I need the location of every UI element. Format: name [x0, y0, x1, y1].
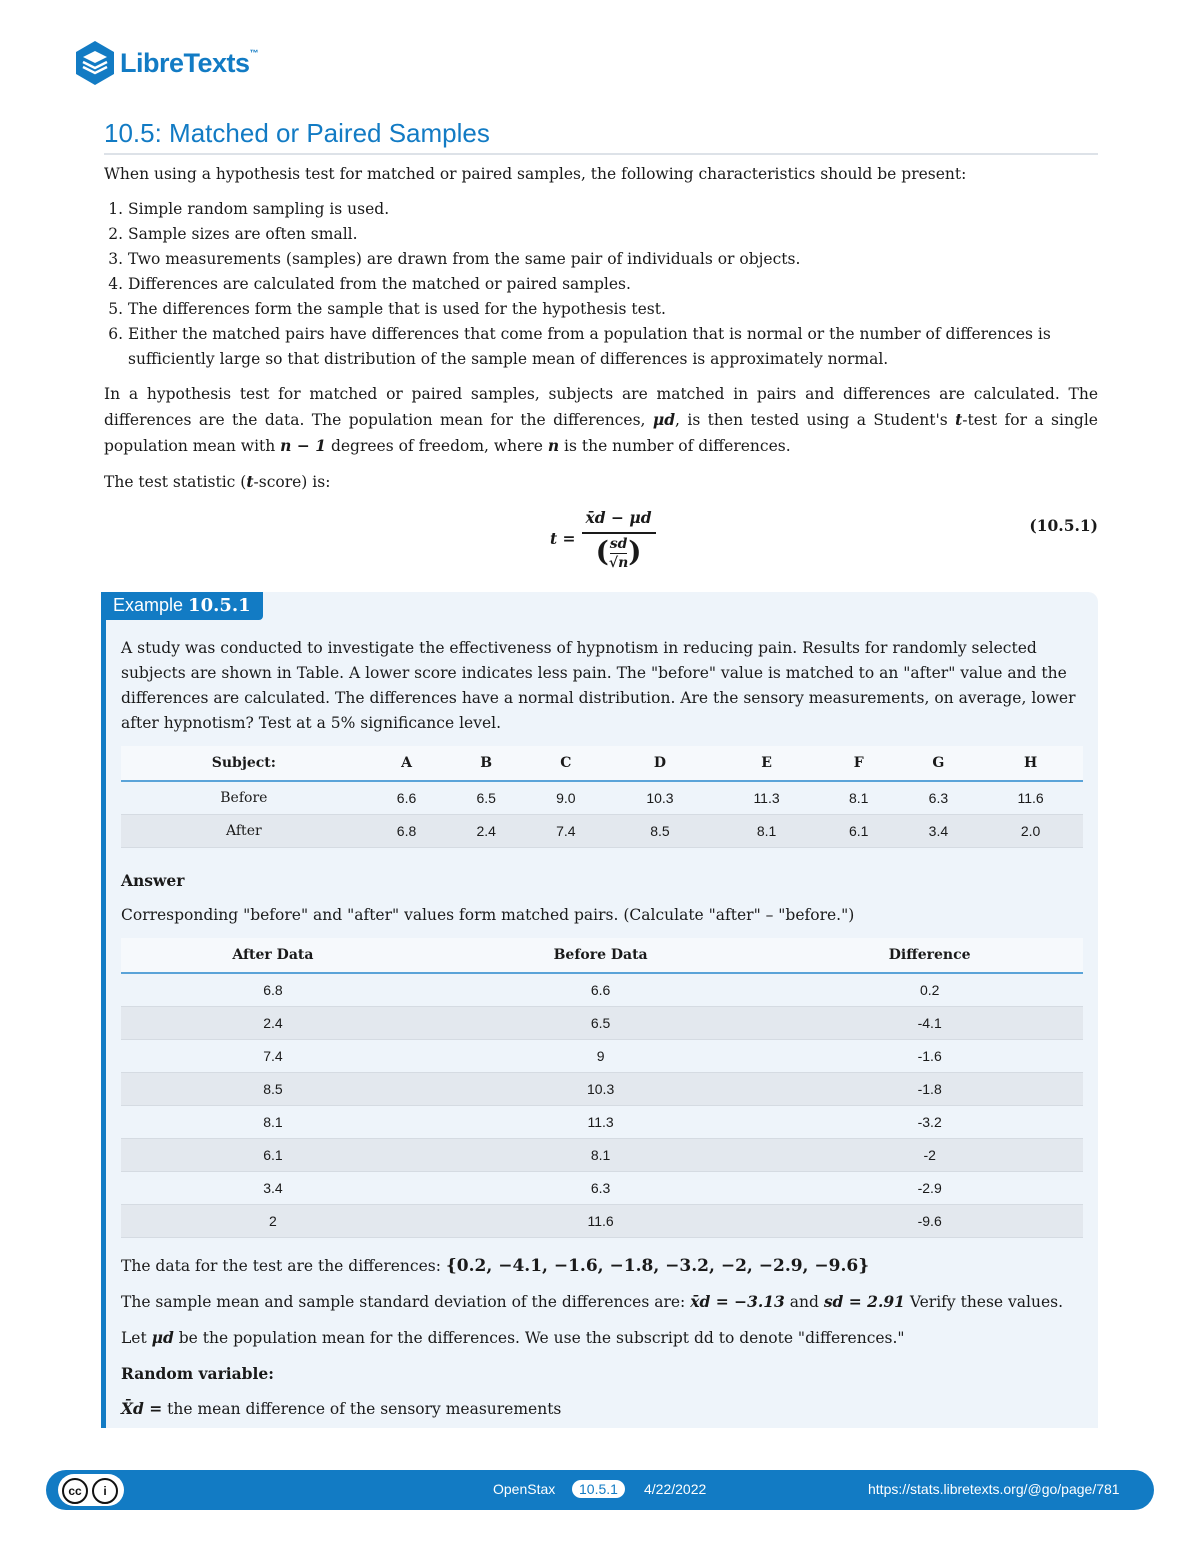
table-cell: 8.5	[606, 815, 715, 848]
table-header: After Data	[121, 938, 425, 973]
footer-url[interactable]: https://stats.libretexts.org/@go/page/781	[868, 1481, 1120, 1497]
by-icon: i	[92, 1478, 118, 1504]
table-cell: 6.6	[425, 973, 776, 1007]
logo-text: LibreTexts™	[120, 47, 259, 78]
table-header: F	[819, 746, 899, 781]
table-cell: -4.1	[776, 1007, 1083, 1040]
table-row	[121, 1106, 1083, 1139]
table-row	[121, 1139, 1083, 1172]
table-cell: 8.1	[425, 1139, 776, 1172]
data-line: The data for the test are the differences: {0.2, −4.1, −1.6, −1.8, −3.2, −2, −2.9, −9.6}	[121, 1256, 870, 1276]
libretexts-logo[interactable]	[74, 40, 258, 86]
list-item: 6. Either the matched pairs have differences that come from a population that is normal or the number of differences is sufficiently large so that distribution of the sample mean of differences is approximately normal.	[128, 322, 1098, 372]
table-cell: 7.4	[121, 1040, 425, 1073]
table-header: D	[606, 746, 715, 781]
table-cell: 2	[121, 1205, 425, 1238]
formula-block	[104, 505, 1098, 585]
list-item: 4. Differences are calculated from the matched or paired samples.	[128, 272, 1098, 297]
table-cell: After	[121, 815, 367, 848]
table-cell: 6.8	[367, 815, 447, 848]
table-row	[121, 1040, 1083, 1073]
table-cell: 10.3	[606, 781, 715, 815]
t-score-formula: t = x̄d − μd ( $\frac{sd}{√n}$ )	[550, 505, 656, 572]
table-cell: -1.8	[776, 1073, 1083, 1106]
table-header: A	[367, 746, 447, 781]
table-header: B	[446, 746, 526, 781]
table-cell: 2.4	[121, 1007, 425, 1040]
table-cell: 9.0	[526, 781, 606, 815]
hypothesis-paragraph: In a hypothesis test for matched or paired samples, subjects are matched in pairs and differences are calculated. The differences are the data. The population mean for the differences, μd, is then tested using a Student's t-test for a single population mean with n − 1 degrees of freedom, where n is the number of differences.	[104, 385, 1098, 455]
cc-license-badge[interactable]	[58, 1474, 124, 1506]
footer-source: OpenStax	[493, 1481, 556, 1497]
table-row	[121, 815, 1083, 848]
table-cell: 11.3	[425, 1106, 776, 1139]
answer-heading: Answer	[121, 871, 185, 890]
table-row	[121, 1172, 1083, 1205]
table-cell: 8.5	[121, 1073, 425, 1106]
random-variable-line: X̄d = the mean difference of the sensory measurements	[121, 1399, 562, 1418]
table-cell: 8.1	[714, 815, 819, 848]
table-cell: 6.5	[446, 781, 526, 815]
table-cell: 6.3	[425, 1172, 776, 1205]
list-item: 1. Simple random sampling is used.	[128, 197, 1098, 222]
intro-paragraph: When using a hypothesis test for matched or paired samples, the following characteristics should be present:	[104, 165, 967, 183]
table-header: C	[526, 746, 606, 781]
mean-line: The sample mean and sample standard deviation of the differences are: x̄d = −3.13 and sd = 2.91 Verify these values.	[121, 1292, 1064, 1311]
table-header-row	[121, 938, 1083, 973]
table-cell: 7.4	[526, 815, 606, 848]
example-body	[121, 636, 1087, 1432]
table-cell: 0.2	[776, 973, 1083, 1007]
main-content	[104, 162, 1098, 585]
table-cell: 6.8	[121, 973, 425, 1007]
let-line: Let μd be the population mean for the differences. We use the subscript dd to denote "differences."	[121, 1328, 905, 1347]
table-cell: 3.4	[121, 1172, 425, 1205]
table-cell: 8.1	[121, 1106, 425, 1139]
table-cell: 11.6	[978, 781, 1083, 815]
table-row	[121, 973, 1083, 1007]
table-header: H	[978, 746, 1083, 781]
table-cell: 6.1	[819, 815, 899, 848]
page-number-badge: 10.5.1	[572, 1480, 625, 1498]
table-cell: 8.1	[819, 781, 899, 815]
table-header: Difference	[776, 938, 1083, 973]
table-cell: 6.6	[367, 781, 447, 815]
table-cell: 10.3	[425, 1073, 776, 1106]
table-cell: -1.6	[776, 1040, 1083, 1073]
characteristics-list	[104, 197, 1098, 372]
table-header: G	[899, 746, 979, 781]
table-cell: 9	[425, 1040, 776, 1073]
table-cell: 2.0	[978, 815, 1083, 848]
libretexts-logo-icon	[74, 40, 116, 86]
list-item: 5. The differences form the sample that is used for the hypothesis test.	[128, 297, 1098, 322]
page-title: 10.5: Matched or Paired Samples	[104, 118, 1098, 155]
equation-number: (10.5.1)	[1029, 516, 1098, 535]
table-cell: 3.4	[899, 815, 979, 848]
table-header: Before Data	[425, 938, 776, 973]
example-box	[101, 592, 1098, 1428]
test-statistic-intro: The test statistic (t-score) is:	[104, 472, 331, 491]
footer-date: 4/22/2022	[644, 1481, 707, 1497]
table-cell: 6.5	[425, 1007, 776, 1040]
example-label: Example 10.5.1	[101, 592, 263, 620]
random-variable-heading: Random variable:	[121, 1364, 274, 1383]
table-cell: -2.9	[776, 1172, 1083, 1205]
table-cell: Before	[121, 781, 367, 815]
table-cell: 2.4	[446, 815, 526, 848]
table-cell: -9.6	[776, 1205, 1083, 1238]
table-row	[121, 781, 1083, 815]
cc-icon: cc	[62, 1478, 88, 1504]
table-row	[121, 1205, 1083, 1238]
table-header: Subject:	[121, 746, 367, 781]
list-item: 3. Two measurements (samples) are drawn from the same pair of individuals or objects.	[128, 247, 1098, 272]
example-question: A study was conducted to investigate the effectiveness of hypnotism in reducing pain. Results for randomly selected subjects are shown in Table. A lower score indicates less pain. The "before" value is matched to an "after" value and the differences are calculated. The differences have a normal distribution. Are the sensory measurements, on average, lower after hypnotism? Test at a 5% significance level.	[121, 639, 1076, 732]
table-cell: -2	[776, 1139, 1083, 1172]
table-header: E	[714, 746, 819, 781]
table-row	[121, 1073, 1083, 1106]
before-after-table	[121, 746, 1083, 848]
page-footer	[46, 1470, 1154, 1510]
differences-table	[121, 938, 1083, 1238]
table-header-row	[121, 746, 1083, 781]
answer-intro: Corresponding "before" and "after" values form matched pairs. (Calculate "after" – "before.")	[121, 906, 855, 924]
table-row	[121, 1007, 1083, 1040]
table-cell: 6.1	[121, 1139, 425, 1172]
list-item: 2. Sample sizes are often small.	[128, 222, 1098, 247]
table-cell: 11.3	[714, 781, 819, 815]
table-cell: 6.3	[899, 781, 979, 815]
table-cell: -3.2	[776, 1106, 1083, 1139]
table-cell: 11.6	[425, 1205, 776, 1238]
